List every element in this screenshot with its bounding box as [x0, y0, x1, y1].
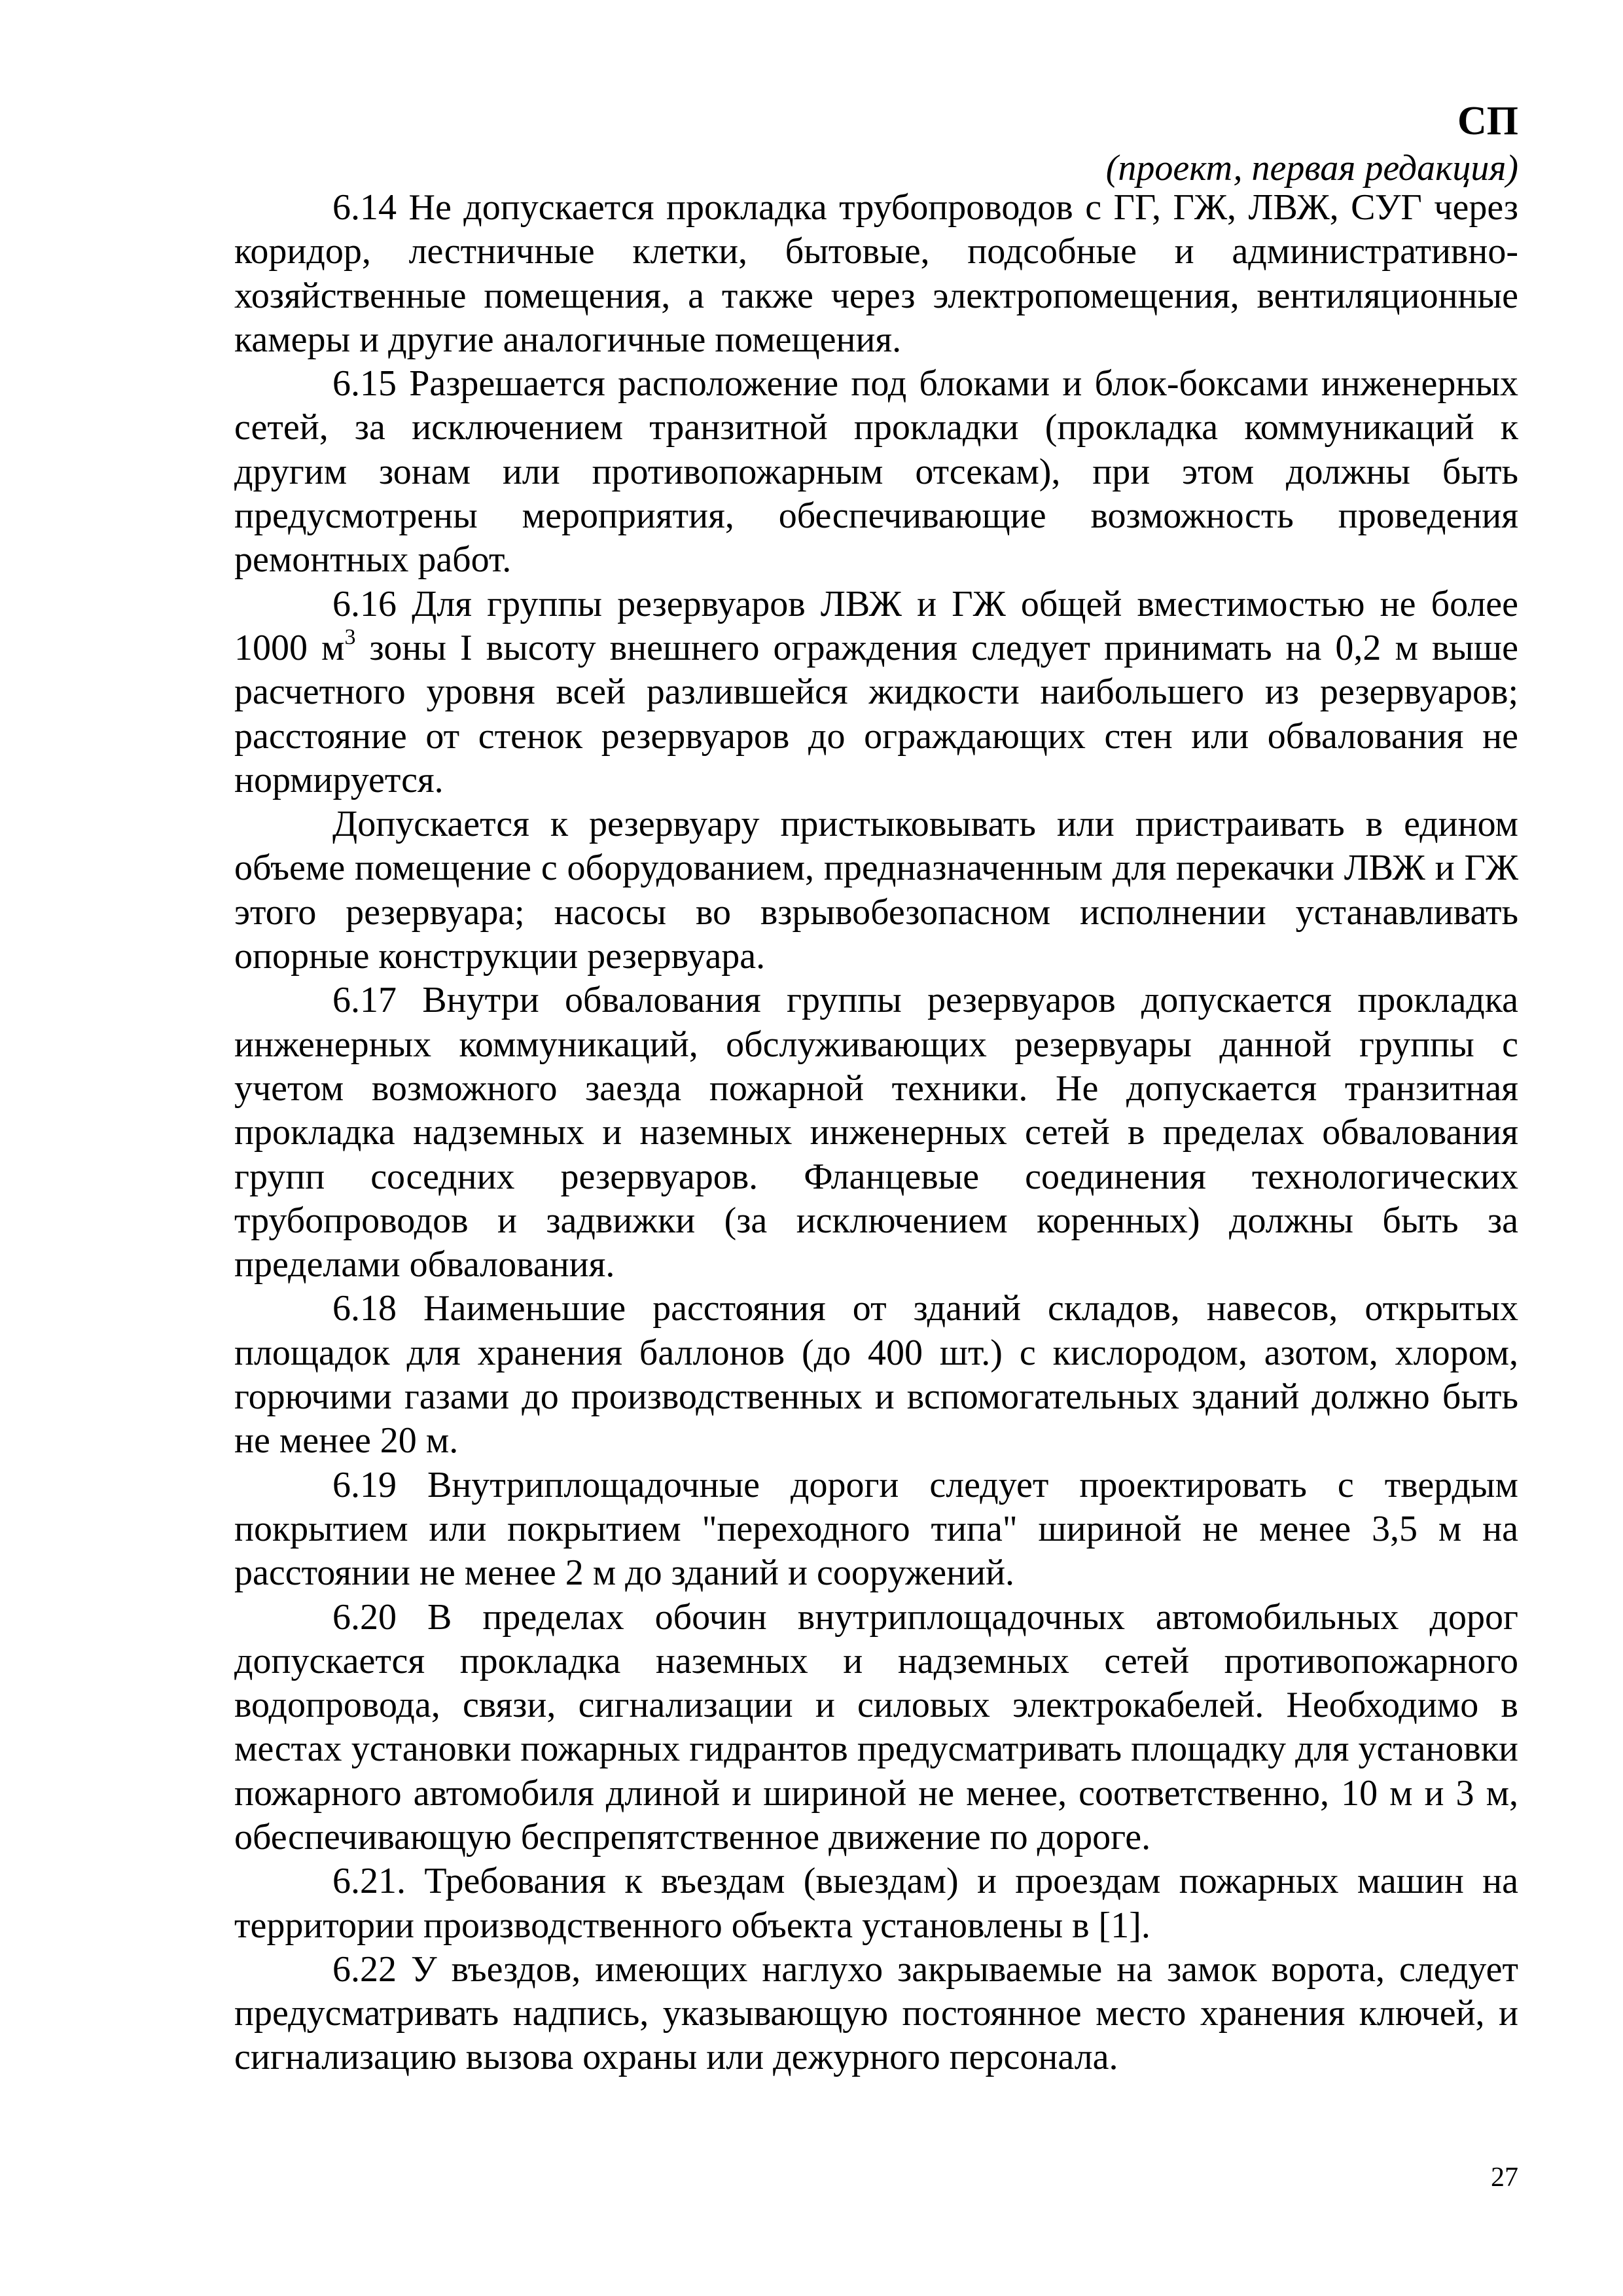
clause-6-16-text-start: 6.16 Для группы резервуаров ЛВЖ и ГЖ общей вместимостью не более 1000 м [234, 583, 1518, 668]
clause-6-19: 6.19 Внутриплощадочные дороги следует проектировать с твердым покрытием или покрытием "переходного типа" шириной не менее 3,5 м на расстоянии не менее 2 м до зданий и сооружений. [234, 1464, 1518, 1594]
clause-6-16 [234, 583, 1518, 802]
document-body [234, 186, 1518, 2080]
clause-6-22: 6.22 У въездов, имеющих наглухо закрываемые на замок ворота, следует предусматривать надпись, указывающую постоянное место хранения ключей, и сигнализацию вызова охраны или дежурного персонала. [234, 1948, 1518, 2078]
clause-6-16-continuation: Допускается к резервуару пристыковывать или пристраивать в едином объеме помещение с оборудованием, предназначенным для перекачки ЛВЖ и ГЖ этого резервуара; насосы во взрывобезопасном исполнении устанавливать опорные конструкции резервуара. [234, 804, 1518, 977]
page-header [236, 97, 1518, 191]
cubic-superscript: 3 [344, 624, 356, 649]
clause-6-21: 6.21. Требования к въездам (выездам) и проездам пожарных машин на территории производственного объекта установлены в [1]. [234, 1861, 1518, 1946]
clause-6-15: 6.15 Разрешается расположение под блоками и блок-боксами инженерных сетей, за исключением транзитной прокладки (прокладка коммуникаций к другим зонам или противопожарным отсекам), при этом должны быть предусмотрены мероприятия, обеспечивающие возможность проведения ремонтных работ. [234, 363, 1518, 581]
clause-6-14: 6.14 Не допускается прокладка трубопроводов с ГГ, ГЖ, ЛВЖ, СУГ через коридор, лестничные клетки, бытовые, подсобные и административно-хозяйственные помещения, а также через электропомещения, вентиляционные камеры и другие аналогичные помещения. [234, 187, 1518, 360]
document-code: СП [1457, 99, 1518, 143]
clause-6-18: 6.18 Наименьшие расстояния от зданий складов, навесов, открытых площадок для хранения баллонов (до 400 шт.) с кислородом, азотом, хлором, горючими газами до производственных и вспомогательных зданий должно быть не менее 20 м. [234, 1288, 1518, 1462]
document-edition-note: (проект, первая редакция) [1105, 148, 1518, 188]
clause-6-20: 6.20 В пределах обочин внутриплощадочных автомобильных дорог допускается прокладка наземных и надземных сетей противопожарного водопровода, связи, сигнализации и силовых электрокабелей. Необходимо в местах установки пожарных гидрантов предусматривать площадку для установки пожарного автомобиля длиной и шириной не менее, соответственно, 10 м и 3 м, обеспечивающую беспрепятственное движение по дороге. [234, 1596, 1518, 1857]
clause-6-16-text-end: зоны I высоту внешнего ограждения следует принимать на 0,2 м выше расчетного уровня всей разлившейся жидкости наибольшего из резервуаров; расстояние от стенок резервуаров до ограждающих стен или обвалования не нормируется. [234, 627, 1519, 800]
clause-6-17: 6.17 Внутри обвалования группы резервуаров допускается прокладка инженерных коммуникаций, обслуживающих резервуары данной группы с учетом возможного заезда пожарной техники. Не допускается транзитная прокладка надземных и наземных инженерных сетей в пределах обвалования групп соседних резервуаров. Фланцевые соединения технологических трубопроводов и задвижки (за исключением коренных) должны быть за пределами обвалования. [234, 980, 1518, 1285]
page-number: 27 [1491, 2162, 1518, 2193]
